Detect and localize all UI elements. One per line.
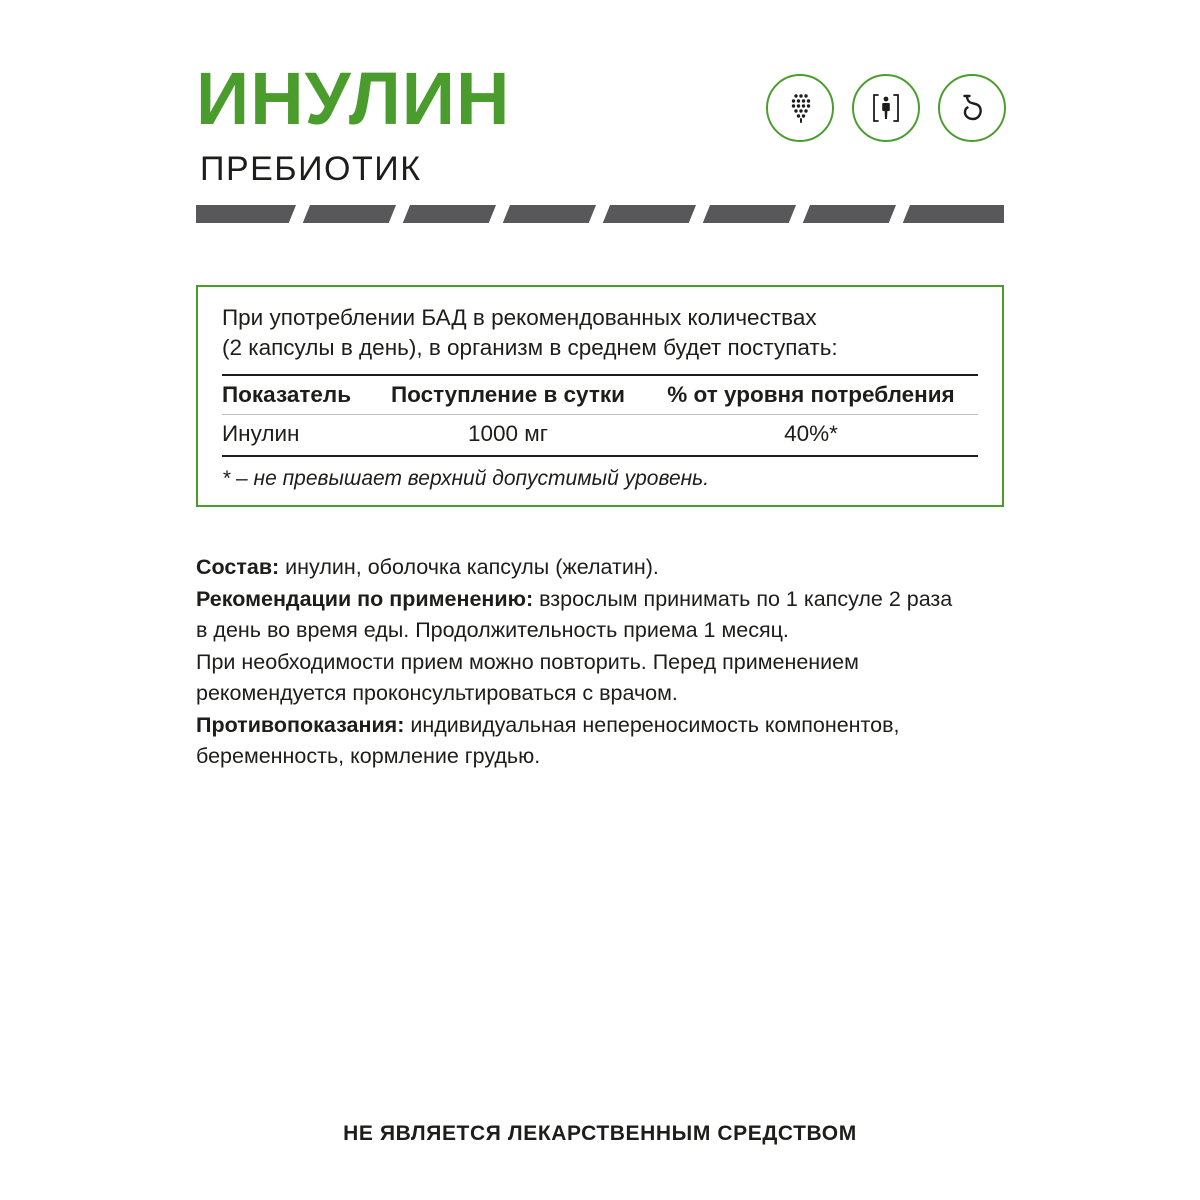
cell-daily: 1000 мг [372, 414, 644, 456]
contraindications-value: индивидуальная непереносимость компонентов, [404, 712, 900, 737]
column-header-indicator: Показатель [222, 375, 372, 415]
title-block [196, 57, 511, 189]
decorative-divider [196, 205, 1004, 223]
nutrition-intro-line1: При употреблении БАД в рекомендованных количествах [222, 305, 817, 330]
cell-percent: 40%* [644, 414, 978, 456]
table-row [222, 414, 978, 456]
contraindications-line-1 [196, 710, 1026, 741]
usage-line-3: При необходимости прием можно повторить. Перед применением [196, 649, 859, 674]
page-title: ИНУЛИН [196, 57, 511, 140]
column-header-percent: % от уровня потребления [644, 375, 978, 415]
body-figure-icon [852, 74, 920, 142]
nutrition-table-card [196, 285, 1004, 507]
footer-disclaimer: НЕ ЯВЛЯЕТСЯ ЛЕКАРСТВЕННЫМ СРЕДСТВОМ [343, 1122, 857, 1145]
nutrition-intro [222, 303, 978, 364]
composition-value: инулин, оболочка капсулы (желатин). [279, 555, 659, 579]
page-header [0, 0, 1200, 230]
product-info-block [196, 552, 1026, 773]
usage-line-2: в день во время еды. Продолжительность приема 1 месяц. [196, 618, 789, 643]
composition-line [196, 552, 1026, 583]
cell-indicator: Инулин [222, 414, 372, 456]
usage-value: взрослым принимать по 1 капсуле 2 раза [533, 586, 953, 611]
composition-label: Состав: [196, 555, 280, 579]
nutrition-intro-line2: (2 капсулы в день), в организм в среднем будет поступать: [222, 335, 838, 361]
usage-label: Рекомендации по применению: [196, 586, 534, 611]
contraindications-line-2: беременность, кормление грудью. [196, 744, 541, 769]
usage-line-1 [196, 584, 1026, 615]
nutrition-footnote: * – не превышает верхний допустимый уровень. [222, 466, 710, 490]
table-header-row [222, 375, 978, 415]
page-subtitle: ПРЕБИОТИК [200, 150, 422, 188]
benefit-icon-row [766, 74, 1006, 142]
column-header-daily: Поступление в сутки [372, 375, 644, 415]
usage-line-4: рекомендуется проконсультироваться с врачом. [196, 681, 678, 706]
fiber-dots-icon [766, 74, 834, 142]
contraindications-label: Противопоказания: [196, 712, 405, 737]
stomach-icon [938, 74, 1006, 142]
nutrition-table [222, 374, 978, 457]
